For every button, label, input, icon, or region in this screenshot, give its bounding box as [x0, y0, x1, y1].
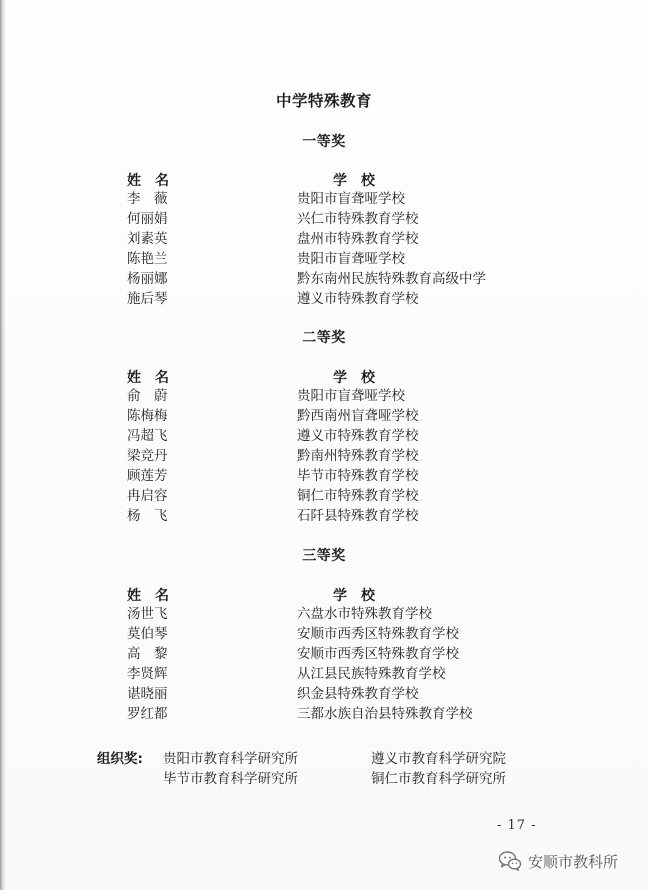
person-name: 杨丽娜 [127, 271, 168, 287]
organization-award-item: 遵义市教育科学研究院 [371, 751, 506, 767]
list-item [0, 249, 648, 269]
page-title: 中学特殊教育 [275, 92, 372, 110]
person-name: 冉启容 [127, 488, 168, 504]
organization-award-label: 组织奖: [97, 751, 143, 767]
list-item [0, 386, 648, 406]
list-item [0, 644, 648, 664]
list-item [0, 684, 648, 704]
organization-award-item: 毕节市教育科学研究所 [163, 771, 298, 787]
first-prize-heading: 一等奖 [302, 134, 346, 150]
list-item [0, 486, 648, 506]
school-name: 盘州市特殊教育学校 [297, 231, 419, 247]
watermark-text: 安顺市教科所 [528, 852, 619, 871]
second-prize-heading: 二等奖 [302, 330, 346, 346]
list-item [0, 446, 648, 466]
school-name: 三都水族自治县特殊教育学校 [297, 706, 473, 722]
school-name: 贵阳市盲聋哑学校 [297, 388, 405, 404]
person-name: 李贤辉 [127, 666, 168, 682]
school-name: 贵阳市盲聋哑学校 [297, 251, 405, 267]
school-name: 六盘水市特殊教育学校 [297, 606, 432, 622]
person-name: 梁竞丹 [127, 448, 168, 464]
person-name: 施后琴 [127, 291, 168, 307]
page-number: - 17 - [497, 818, 537, 833]
school-name: 石阡县特殊教育学校 [297, 508, 419, 524]
second-prize-name-header: 姓 名 [127, 370, 169, 386]
person-name: 杨 飞 [127, 508, 168, 524]
first-prize-name-header: 姓 名 [127, 173, 169, 189]
school-name: 贵阳市盲聋哑学校 [297, 191, 405, 207]
list-item [0, 506, 648, 526]
person-name: 冯超飞 [127, 428, 168, 444]
list-item [0, 664, 648, 684]
organization-award-item: 铜仁市教育科学研究所 [371, 771, 506, 787]
organization-award-item: 贵阳市教育科学研究所 [163, 751, 298, 767]
person-name: 李 薇 [127, 191, 168, 207]
person-name: 陈梅梅 [127, 408, 168, 424]
list-item [0, 229, 648, 249]
list-item [0, 466, 648, 486]
third-prize-school-header: 学 校 [333, 588, 375, 604]
person-name: 汤世飞 [127, 606, 168, 622]
list-item [0, 704, 648, 724]
list-item [0, 604, 648, 624]
person-name: 顾莲芳 [127, 468, 168, 484]
person-name: 莫伯琴 [127, 626, 168, 642]
school-name: 黔南州特殊教育学校 [297, 448, 419, 464]
wechat-icon [498, 850, 522, 872]
watermark [498, 849, 618, 873]
person-name: 陈艳兰 [127, 251, 168, 267]
school-name: 毕节市特殊教育学校 [297, 468, 419, 484]
person-name: 高 黎 [127, 646, 168, 662]
first-prize-school-header: 学 校 [333, 173, 375, 189]
school-name: 兴仁市特殊教育学校 [297, 211, 419, 227]
person-name: 俞 蔚 [127, 388, 168, 404]
school-name: 从江县民族特殊教育学校 [297, 666, 446, 682]
third-prize-heading: 三等奖 [302, 548, 346, 564]
school-name: 遵义市特殊教育学校 [297, 291, 419, 307]
third-prize-name-header: 姓 名 [127, 588, 169, 604]
second-prize-school-header: 学 校 [333, 370, 375, 386]
list-item [0, 406, 648, 426]
person-name: 谌晓丽 [127, 686, 168, 702]
list-item [0, 426, 648, 446]
list-item [0, 624, 648, 644]
school-name: 安顺市西秀区特殊教育学校 [297, 646, 459, 662]
school-name: 织金县特殊教育学校 [297, 686, 419, 702]
school-name: 铜仁市特殊教育学校 [297, 488, 419, 504]
list-item [0, 209, 648, 229]
list-item [0, 189, 648, 209]
person-name: 罗红都 [127, 706, 168, 722]
list-item [0, 289, 648, 309]
list-item [0, 269, 648, 289]
school-name: 遵义市特殊教育学校 [297, 428, 419, 444]
school-name: 安顺市西秀区特殊教育学校 [297, 626, 459, 642]
person-name: 刘素英 [127, 231, 168, 247]
person-name: 何丽娟 [127, 211, 168, 227]
school-name: 黔东南州民族特殊教育高级中学 [297, 271, 486, 287]
school-name: 黔西南州盲聋哑学校 [297, 408, 419, 424]
